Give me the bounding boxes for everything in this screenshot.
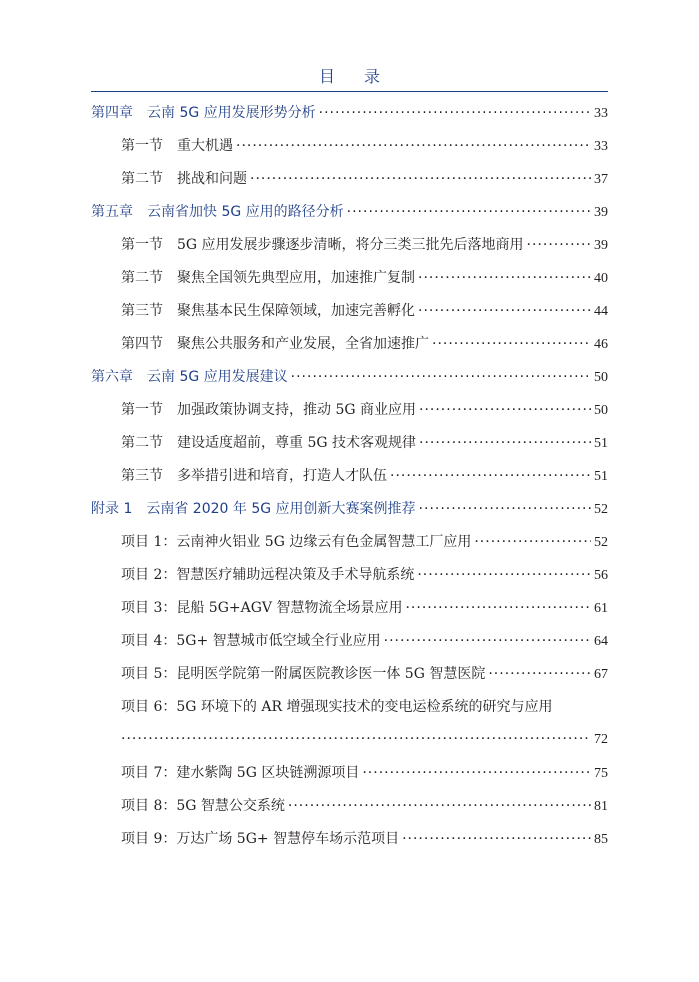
dot-leader xyxy=(362,761,591,785)
dot-leader xyxy=(347,200,591,224)
toc-entry-project[interactable] xyxy=(91,563,608,596)
toc-entry-page: 40 xyxy=(594,271,608,286)
toc-entry-label: 项目 8：5G 智慧公交系统 xyxy=(121,798,285,814)
dot-leader xyxy=(419,398,591,422)
title-rule xyxy=(91,91,608,92)
dot-leader xyxy=(236,134,591,158)
toc-entry-page: 51 xyxy=(594,469,608,484)
toc-entry-section[interactable] xyxy=(91,167,608,200)
table-of-contents xyxy=(91,101,608,860)
toc-entry-page: 72 xyxy=(594,732,608,747)
dot-leader xyxy=(291,365,591,389)
toc-entry-project[interactable] xyxy=(91,794,608,827)
toc-entry-page: 50 xyxy=(594,403,608,418)
toc-entry-section[interactable] xyxy=(91,464,608,497)
toc-entry-section[interactable] xyxy=(91,332,608,365)
toc-entry-page: 85 xyxy=(594,832,608,847)
toc-entry-project-line1[interactable] xyxy=(91,695,608,727)
toc-entry-label: 项目 3：昆船 5G+AGV 智慧物流全场景应用 xyxy=(121,600,403,616)
toc-entry-page: 81 xyxy=(594,799,608,814)
toc-entry-page: 33 xyxy=(594,106,608,121)
toc-entry-label: 项目 6：5G 环境下的 AR 增强现实技术的变电运检系统的研究与应用 xyxy=(121,699,553,715)
dot-leader xyxy=(405,596,591,620)
dot-leader xyxy=(121,727,591,751)
toc-entry-page: 33 xyxy=(594,139,608,154)
dot-leader xyxy=(390,464,591,488)
toc-entry-label: 项目 9：万达广场 5G+ 智慧停车场示范项目 xyxy=(121,831,400,847)
dot-leader xyxy=(402,827,591,851)
toc-entry-chapter-5[interactable] xyxy=(91,200,608,233)
toc-entry-page: 52 xyxy=(594,535,608,550)
dot-leader xyxy=(419,431,591,455)
toc-entry-label: 项目 4：5G+ 智慧城市低空域全行业应用 xyxy=(121,633,381,649)
toc-entry-project[interactable] xyxy=(91,761,608,794)
toc-entry-label: 项目 5：昆明医学院第一附属医院教诊医一体 5G 智慧医院 xyxy=(121,666,486,682)
toc-entry-label: 第五章 云南省加快 5G 应用的路径分析 xyxy=(91,204,344,220)
toc-entry-label: 第三节 多举措引进和培育，打造人才队伍 xyxy=(121,468,387,484)
toc-entry-label: 第一节 5G 应用发展步骤逐步清晰，将分三类三批先后落地商用 xyxy=(121,237,524,253)
toc-entry-page: 39 xyxy=(594,205,608,220)
toc-entry-label: 第六章 云南 5G 应用发展建议 xyxy=(91,369,288,385)
toc-entry-page: 52 xyxy=(594,502,608,517)
toc-entry-label: 第一节 重大机遇 xyxy=(121,138,233,154)
toc-entry-page: 50 xyxy=(594,370,608,385)
toc-title: 目 录 xyxy=(318,67,393,86)
toc-entry-label: 第四节 聚焦公共服务和产业发展，全省加速推广 xyxy=(121,336,429,352)
toc-entry-project[interactable] xyxy=(91,530,608,563)
toc-entry-label: 项目 1：云南神火铝业 5G 边缘云有色金属智慧工厂应用 xyxy=(121,534,472,550)
toc-entry-project[interactable] xyxy=(91,827,608,860)
dot-leader xyxy=(418,266,591,290)
toc-entry-page: 61 xyxy=(594,601,608,616)
toc-entry-section[interactable] xyxy=(91,398,608,431)
dot-leader xyxy=(418,299,591,323)
toc-entry-label: 第二节 建设适度超前，尊重 5G 技术客观规律 xyxy=(121,435,416,451)
toc-entry-label: 第二节 聚焦全国领先典型应用，加速推广复制 xyxy=(121,270,415,286)
dot-leader xyxy=(384,629,591,653)
toc-entry-project[interactable] xyxy=(91,662,608,695)
toc-entry-label: 第四章 云南 5G 应用发展形势分析 xyxy=(91,105,316,121)
toc-entry-page: 56 xyxy=(594,568,608,583)
toc-entry-appendix-1[interactable] xyxy=(91,497,608,530)
toc-entry-page: 51 xyxy=(594,436,608,451)
dot-leader xyxy=(288,794,591,818)
dot-leader xyxy=(474,530,591,554)
toc-entry-page: 64 xyxy=(594,634,608,649)
dot-leader xyxy=(527,233,591,257)
toc-entry-page: 44 xyxy=(594,304,608,319)
toc-entry-project-line2[interactable] xyxy=(91,727,608,761)
toc-entry-section[interactable] xyxy=(91,431,608,464)
toc-entry-page: 75 xyxy=(594,766,608,781)
toc-entry-chapter-4[interactable] xyxy=(91,101,608,134)
toc-entry-page: 67 xyxy=(594,667,608,682)
toc-entry-chapter-6[interactable] xyxy=(91,365,608,398)
toc-entry-section[interactable] xyxy=(91,299,608,332)
dot-leader xyxy=(488,662,591,686)
toc-entry-project[interactable] xyxy=(91,596,608,629)
toc-entry-label: 附录 1 云南省 2020 年 5G 应用创新大赛案例推荐 xyxy=(91,501,416,517)
dot-leader xyxy=(432,332,591,356)
toc-entry-page: 46 xyxy=(594,337,608,352)
toc-entry-label: 第一节 加强政策协调支持，推动 5G 商业应用 xyxy=(121,402,416,418)
toc-entry-page: 39 xyxy=(594,238,608,253)
toc-entry-label: 项目 2：智慧医疗辅助远程决策及手术导航系统 xyxy=(121,567,415,583)
toc-entry-label: 第二节 挑战和问题 xyxy=(121,171,247,187)
toc-entry-section[interactable] xyxy=(91,134,608,167)
dot-leader xyxy=(319,101,591,125)
toc-entry-label: 项目 7：建水紫陶 5G 区块链溯源项目 xyxy=(121,765,360,781)
toc-entry-section[interactable] xyxy=(91,266,608,299)
dot-leader xyxy=(250,167,591,191)
dot-leader xyxy=(417,563,591,587)
toc-entry-label: 第三节 聚焦基本民生保障领域，加速完善孵化 xyxy=(121,303,415,319)
toc-entry-section[interactable] xyxy=(91,233,608,266)
toc-entry-page: 37 xyxy=(594,172,608,187)
toc-entry-project[interactable] xyxy=(91,629,608,662)
dot-leader xyxy=(419,497,591,521)
